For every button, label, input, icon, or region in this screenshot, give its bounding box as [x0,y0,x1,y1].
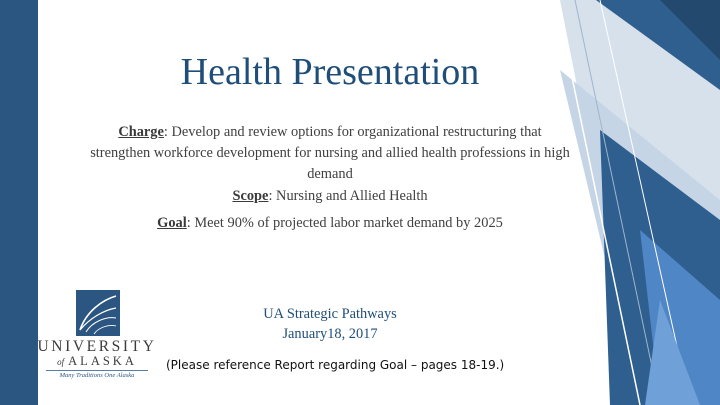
pathways-date: January18, 2017 [282,326,378,342]
pathways-line-1: UA Strategic Pathways [263,306,397,322]
scope-paragraph [88,186,572,207]
goal-label: Goal [157,215,187,231]
logo-university-text: UNIVERSITY [37,338,157,355]
logo-of-text: of [57,357,65,367]
charge-label: Charge [118,124,164,140]
pathways-block [200,304,460,344]
logo-alaska-text: ALASKA [68,354,137,368]
slide-title: Health Presentation [180,51,480,93]
logo-alaska-line [32,354,162,369]
charge-paragraph [88,122,572,185]
reference-note: (Please reference Report regarding Goal – pages 18-19.) [166,358,505,372]
logo-tagline: Many Traditions One Alaska [59,372,135,379]
scope-text: : Nursing and Allied Health [268,188,428,204]
university-alaska-logo-mark-icon [76,290,120,336]
scope-label: Scope [232,188,269,204]
charge-text: : Develop and review options for organizational restructuring that strengthen workforce development for nursing and allied health professions in high demand [90,124,570,182]
goal-paragraph [88,213,572,234]
logo-divider [46,370,148,371]
goal-text: : Meet 90% of projected labor market demand by 2025 [186,215,503,231]
university-logo [32,288,162,380]
